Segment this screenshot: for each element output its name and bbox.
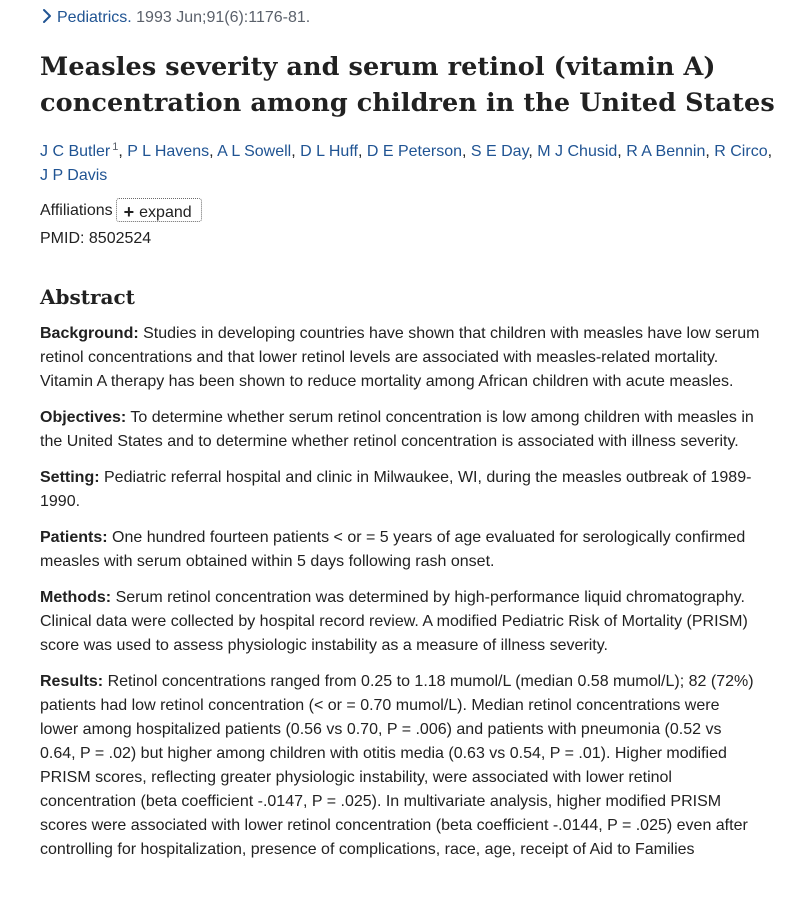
section-label: Results: — [40, 673, 104, 690]
authors-list: J C Butler $^1$, P L Havens, A L Sowell, D L Huff, D E Peterson, S E Day, M J Chusid, R A Bennin, R Circo, J P Davis — [40, 141, 773, 184]
abstract-heading: Abstract — [40, 285, 135, 309]
section-text: Studies in developing countries have shown that children with measles have low serum retinol concentrations and that lower retinol levels are associated with measles-related mortality. Vitamin A therapy has been shown to reduce mortality among African children with acute measles. — [40, 325, 760, 390]
section-label: Methods: — [40, 589, 112, 606]
affiliations-row — [40, 198, 202, 224]
chevron-right-icon[interactable] — [40, 8, 54, 24]
author-link[interactable]: R Circo — [714, 143, 768, 160]
affiliation-marker[interactable]: 1 — [112, 141, 119, 153]
section-text: Pediatric referral hospital and clinic in Milwaukee, WI, during the measles outbreak of 1989-1990. — [40, 469, 752, 510]
abstract-section-background — [40, 322, 760, 394]
abstract-section-results — [40, 670, 760, 862]
author-link[interactable]: D L Huff — [300, 143, 358, 160]
citation-line — [40, 8, 310, 28]
abstract-section-methods — [40, 586, 760, 658]
section-label: Setting: — [40, 469, 100, 486]
author-link[interactable]: M J Chusid — [537, 143, 618, 160]
expand-affiliations-button[interactable] — [116, 198, 202, 222]
section-text: One hundred fourteen patients < or = 5 years of age evaluated for serologically confirmed measles with serum obtained within 5 days following rash onset. — [40, 529, 746, 570]
author-link[interactable]: D E Peterson — [366, 143, 462, 160]
pmid: PMID: 8502524 — [40, 230, 152, 247]
section-label: Patients: — [40, 529, 108, 546]
plus-icon: + — [123, 202, 135, 222]
abstract-body — [40, 322, 760, 874]
article-title: Measles severity and serum retinol (vitamin A) concentration among children in the United States — [40, 52, 775, 118]
author-link[interactable]: A L Sowell — [217, 143, 292, 160]
author-link[interactable]: J P Davis — [40, 167, 108, 184]
author-link[interactable]: P L Havens — [127, 143, 210, 160]
section-text: Retinol concentrations ranged from 0.25 to 1.18 mumol/L (median 0.58 mumol/L); 82 (72%) patients had low retinol concentration (< or = 0.70 mumol/L). Median retinol concentrations were lower among hospitalized patients (0.56 vs 0.70, P = .006) and patients with pneumonia (0.52 vs 0.64, P = .02) but higher among children with otitis media (0.63 vs 0.54, P = .01). Higher modified PRISM scores, reflecting greater physiologic instability, were associated with lower retinol concentration (beta coefficient -.0147, P = .025). In multivariate analysis, higher modified PRISM scores were associated with lower retinol concentration (beta coefficient -.0144, P = .025) even after controlling for hospitalization, presence of complications, race, age, receipt of Aid to Families — [40, 673, 754, 858]
abstract-section-setting — [40, 466, 760, 514]
journal-link[interactable]: Pediatrics. — [57, 9, 132, 26]
abstract-section-patients — [40, 526, 760, 574]
affiliations-label: Affiliations — [40, 202, 113, 219]
abstract-section-objectives — [40, 406, 760, 454]
author-link[interactable]: S E Day — [470, 143, 529, 160]
expand-label: expand — [139, 204, 192, 221]
section-text: Serum retinol concentration was determined by high-performance liquid chromatography. Clinical data were collected by hospital record review. A modified Pediatric Risk of Mortality (PRISM) score was used to assess physiologic instability as a measure of illness severity. — [40, 589, 748, 654]
citation-details: 1993 Jun;91(6):1176-81. — [136, 9, 311, 26]
author-link[interactable]: J C Butler — [40, 143, 111, 160]
section-label: Objectives: — [40, 409, 127, 426]
section-label: Background: — [40, 325, 139, 342]
author-link[interactable]: R A Bennin — [626, 143, 706, 160]
section-text: To determine whether serum retinol concentration is low among children with measles in the United States and to determine whether retinol concentration is associated with illness severity. — [40, 409, 754, 450]
